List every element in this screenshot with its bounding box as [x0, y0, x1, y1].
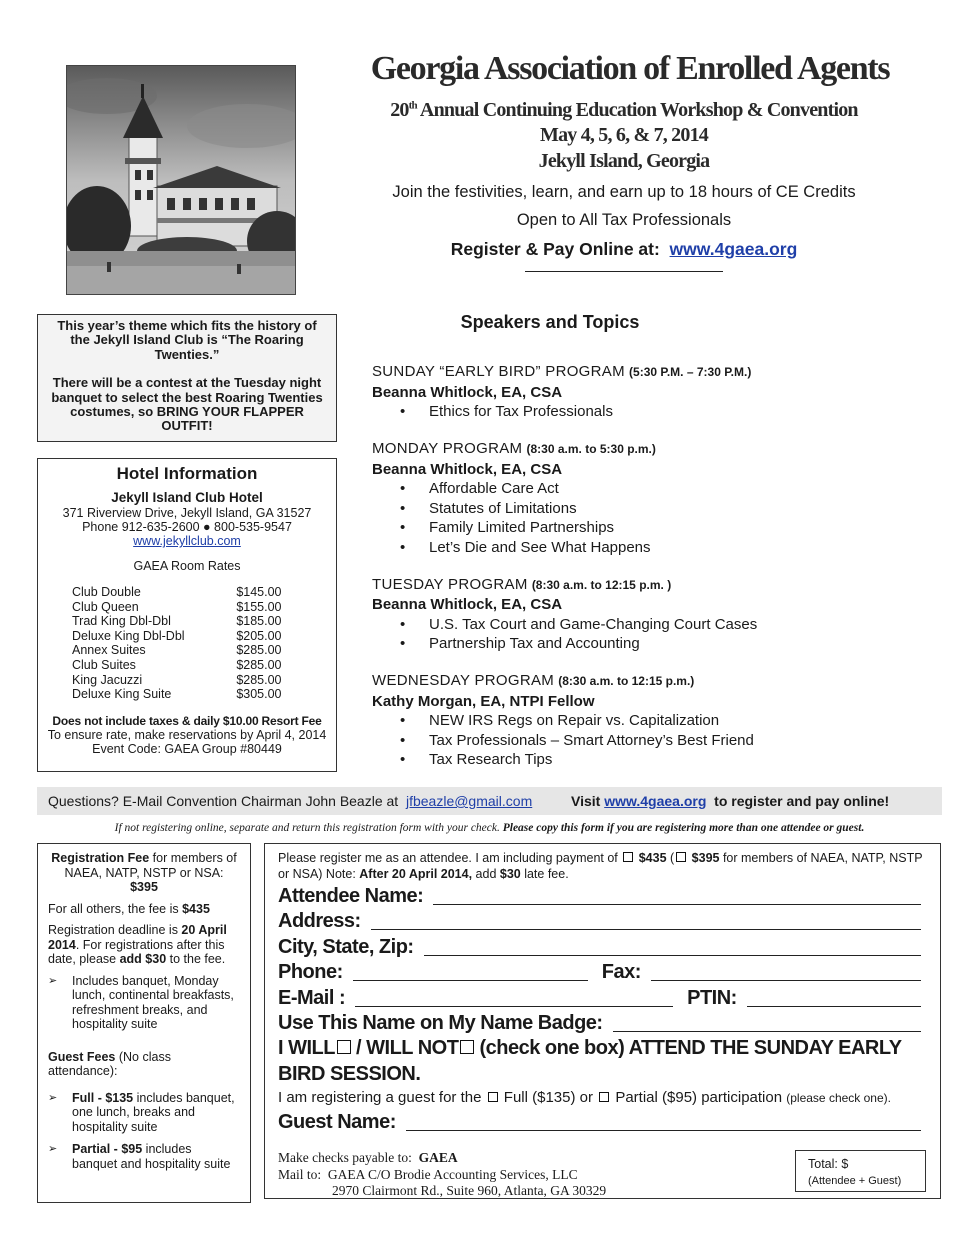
city-state-zip-field[interactable]	[424, 955, 921, 956]
total-label: Total: $	[808, 1157, 849, 1171]
speakers-title: Speakers and Topics	[460, 312, 640, 332]
registration-deadline: Registration deadline is 20 April 2014. For registrations after this date, please add $30 to the fee.	[48, 923, 227, 966]
guest-name-label: Guest Name:	[278, 1110, 396, 1133]
event-location: Jekyll Island, Georgia	[538, 150, 710, 172]
program-block	[372, 439, 942, 557]
address-row	[278, 908, 927, 934]
program-block	[372, 575, 942, 654]
topic-list	[372, 615, 942, 654]
program-heading: SUNDAY “EARLY BIRD” PROGRAM (5:30 P.M. – 7:30 P.M.)	[372, 363, 752, 380]
includes-item: ➢ Includes banquet, Monday lunch, continental breakfasts, refreshment breaks, and hospitality suite	[48, 974, 240, 1032]
payment-395-checkbox[interactable]	[676, 852, 686, 862]
hotel-address: 371 Riverview Drive, Jekyll Island, GA 31527	[62, 506, 312, 520]
email-label: E-Mail :	[278, 986, 346, 1009]
sunday-session-question: I WILL / WILL NOT (check one box) ATTEND THE SUNDAY EARLY BIRD SESSION.	[278, 1037, 902, 1085]
email-field[interactable]	[355, 1006, 673, 1007]
topic-item: • NEW IRS Regs on Repair vs. Capitalization	[372, 711, 942, 731]
guest-fee-partial: ➢ Partial - $95 includes banquet and hospitality suite	[48, 1142, 240, 1171]
payment-435-checkbox[interactable]	[623, 852, 633, 862]
room-type: Club Suites	[72, 657, 136, 672]
room-rate-row	[72, 585, 302, 600]
rates-note: Does not include taxes & daily $10.00 Resort Fee	[52, 713, 322, 728]
registration-fee-others: For all others, the fee is $435	[48, 901, 210, 916]
room-type: Club Double	[72, 585, 141, 599]
hotel-photo	[66, 65, 296, 295]
room-rate-row	[72, 614, 302, 629]
registration-intro: Please register me as an attendee. I am including payment of $435 ( $395 for members of NAEA, NATP, NSTP or NSA) Note: After 20 April 2014, add $30 late fee.	[278, 851, 923, 881]
room-price: $145.00	[236, 585, 282, 599]
guest-partial-checkbox[interactable]	[599, 1092, 609, 1102]
badge-name-row	[278, 1010, 927, 1036]
fax-field[interactable]	[651, 980, 921, 981]
register-url-link[interactable]: www.4gaea.org	[669, 239, 798, 259]
room-rate-row	[72, 673, 302, 688]
phone-label: Phone:	[278, 961, 343, 983]
room-type: Deluxe King Dbl-Dbl	[72, 628, 185, 643]
topic-item: • Tax Research Tips	[372, 750, 942, 770]
fee-info-box	[37, 843, 251, 1203]
event-code: Event Code: GAEA Group #80449	[92, 741, 282, 756]
theme-text: This year’s theme which fits the history of the Jekyll Island Club is “The Roaring Twenties.”	[57, 318, 317, 362]
contest-text: There will be a contest at the Tuesday night banquet to select the best Roaring Twenties costumes, so BRING YOUR FLAPPER OUTFIT!	[51, 375, 323, 434]
program-speaker: Beanna Whitlock, EA, CSA	[372, 596, 563, 613]
topic-item: • Partnership Tax and Accounting	[372, 634, 942, 654]
attendee-name-label: Attendee Name:	[278, 884, 424, 907]
mailing-instructions	[278, 1150, 606, 1200]
program-heading: TUESDAY PROGRAM (8:30 a.m. to 12:15 p.m. )	[372, 575, 672, 593]
program-heading: WEDNESDAY PROGRAM (8:30 a.m. to 12:15 p.m.)	[372, 672, 695, 689]
questions-text: Questions? E-Mail Convention Chairman John Beazle at	[48, 793, 399, 809]
guest-fee-list	[48, 1091, 240, 1172]
room-type: Club Queen	[72, 599, 139, 614]
fax-label: Fax:	[601, 961, 641, 983]
event-tagline: Join the festivities, learn, and earn up to 18 hours of CE Credits	[392, 183, 856, 201]
topic-list	[372, 479, 942, 557]
hotel-info-title: Hotel Information	[116, 464, 258, 483]
room-rate-row	[72, 629, 302, 644]
guest-name-field[interactable]	[406, 1130, 921, 1131]
topic-list	[372, 711, 942, 770]
room-price: $285.00	[236, 643, 282, 658]
attendee-name-row	[278, 882, 927, 908]
guest-full-checkbox[interactable]	[488, 1092, 498, 1102]
room-price: $305.00	[236, 687, 282, 702]
organization-title: Georgia Association of Enrolled Agents	[370, 50, 890, 87]
ptin-field[interactable]	[747, 1006, 921, 1007]
room-price: $185.00	[236, 614, 282, 629]
hotel-info-box	[37, 458, 337, 772]
form-instruction: If not registering online, separate and return this registration form with your check. Please copy this form if you are registering more than one attendee or guest.	[114, 822, 865, 834]
register-online-line: Register & Pay Online at: www.4gaea.org	[450, 239, 798, 259]
room-price: $155.00	[236, 599, 282, 614]
guest-participation-question: I am registering a guest for the Full ($135) or Partial ($95) participation (please check one).	[278, 1089, 891, 1106]
topic-item: • Family Limited Partnerships	[372, 518, 942, 538]
total-sublabel: (Attendee + Guest)	[808, 1175, 902, 1187]
attendee-name-field[interactable]	[433, 904, 921, 905]
program-time: (8:30 a.m. to 12:15 p.m. )	[531, 577, 672, 592]
program-speaker: Beanna Whitlock, EA, CSA	[372, 460, 563, 478]
room-rate-row	[72, 600, 302, 615]
visit-online-text: Visit www.4gaea.org to register and pay online!	[571, 793, 890, 809]
room-type: Annex Suites	[72, 643, 146, 658]
chairman-email-link[interactable]: jfbeazle@gmail.com	[405, 793, 533, 809]
program-schedule	[372, 362, 942, 787]
topic-item: • Affordable Care Act	[372, 479, 942, 499]
program-block	[372, 362, 942, 422]
room-price: $285.00	[236, 657, 282, 672]
visit-url-link[interactable]: www.4gaea.org	[604, 793, 707, 809]
mail-address-line: 2970 Clairmont Rd., Suite 960, Atlanta, GA 30329	[332, 1183, 607, 1198]
guest-fees-heading: Guest Fees (No class attendance):	[48, 1049, 171, 1078]
guest-fee-full: ➢ Full - $135 includes banquet, one lunch, breaks and hospitality suite	[48, 1091, 240, 1135]
hotel-phone: Phone 912-635-2600 ● 800-535-9547	[82, 520, 292, 534]
room-type: Trad King Dbl-Dbl	[72, 614, 171, 629]
program-block	[372, 671, 942, 770]
questions-bar	[37, 787, 942, 815]
event-title: 20th Annual Continuing Education Workshop & Convention	[390, 99, 858, 121]
open-to-line: Open to All Tax Professionals	[516, 211, 732, 229]
program-time: (8:30 a.m. to 5:30 p.m.)	[526, 442, 656, 456]
badge-name-label: Use This Name on My Name Badge:	[278, 1012, 603, 1034]
badge-name-field[interactable]	[613, 1031, 921, 1032]
will-attend-checkbox[interactable]	[337, 1040, 351, 1054]
city-state-zip-label: City, State, Zip:	[278, 935, 414, 958]
address-field[interactable]	[371, 929, 921, 930]
room-type: King Jacuzzi	[72, 672, 143, 687]
hotel-url-link[interactable]: www.jekyllclub.com	[133, 534, 241, 548]
guest-name-row	[278, 1108, 927, 1134]
topic-item: • Let’s Die and See What Happens	[372, 538, 942, 558]
room-rate-row	[72, 687, 302, 702]
room-rate-row	[72, 658, 302, 673]
ptin-label: PTIN:	[687, 986, 737, 1009]
topic-item: • Tax Professionals – Smart Attorney’s Best Friend	[372, 731, 942, 751]
total-box[interactable]	[795, 1150, 926, 1192]
phone-fax-row	[278, 959, 927, 985]
program-heading: MONDAY PROGRAM (8:30 a.m. to 5:30 p.m.)	[372, 440, 656, 457]
theme-box	[37, 314, 337, 442]
phone-field[interactable]	[353, 980, 588, 981]
email-ptin-row	[278, 984, 927, 1010]
room-rate-row	[72, 643, 302, 658]
mail-to-line: Mail to: GAEA C/O Brodie Accounting Services, LLC	[278, 1166, 578, 1182]
topic-item: • Statutes of Limitations	[372, 499, 942, 519]
reservation-deadline: To ensure rate, make reservations by April 4, 2014	[47, 727, 327, 742]
room-rates-title: GAEA Room Rates	[133, 559, 241, 573]
room-price: $285.00	[236, 672, 282, 687]
hotel-name: Jekyll Island Club Hotel	[111, 490, 263, 505]
will-not-attend-checkbox[interactable]	[460, 1040, 474, 1054]
payable-line: Make checks payable to: GAEA	[278, 1150, 458, 1165]
room-type: Deluxe King Suite	[72, 687, 172, 702]
program-time: (8:30 a.m. to 12:15 p.m.)	[558, 674, 695, 688]
registration-form	[264, 843, 941, 1199]
topic-item: • Ethics for Tax Professionals	[372, 402, 942, 422]
topic-list	[372, 402, 942, 422]
topic-item: • U.S. Tax Court and Game-Changing Court Cases	[372, 615, 942, 635]
program-speaker: Kathy Morgan, EA, NTPI Fellow	[372, 692, 595, 710]
room-price: $205.00	[236, 628, 282, 643]
program-speaker: Beanna Whitlock, EA, CSA	[372, 383, 563, 401]
header-divider	[525, 271, 723, 272]
includes-list	[48, 974, 240, 1032]
event-dates: May 4, 5, 6, & 7, 2014	[540, 124, 708, 146]
city-state-zip-row	[278, 933, 927, 959]
room-rates-table	[72, 585, 302, 702]
registration-fee-members: Registration Fee for members of NAEA, NATP, NSTP or NSA: $395	[51, 851, 237, 894]
address-label: Address:	[278, 910, 361, 932]
program-time: (5:30 P.M. – 7:30 P.M.)	[629, 365, 752, 379]
